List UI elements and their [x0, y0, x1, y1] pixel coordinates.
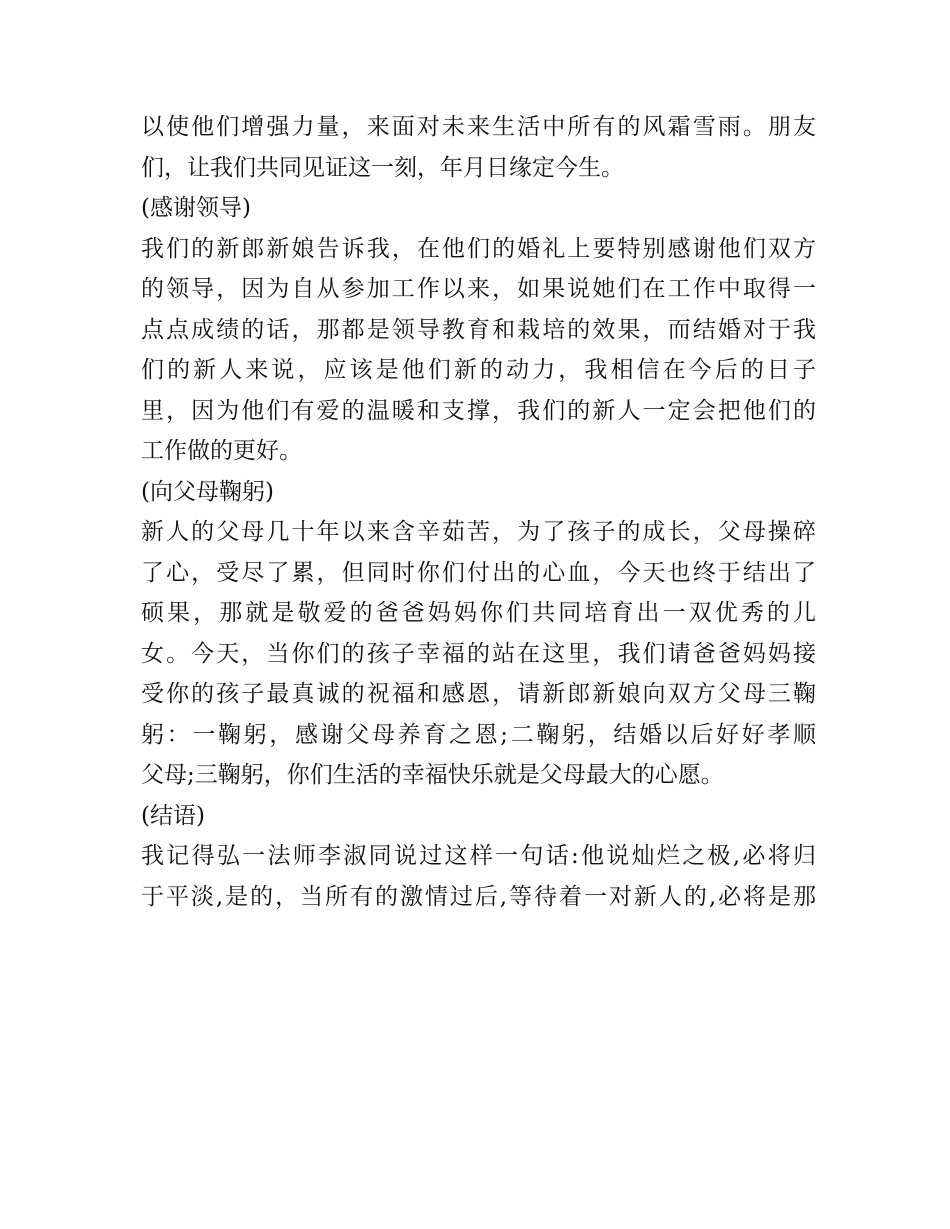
- text-line: 躬：一鞠躬，感谢父母养育之恩;二鞠躬，结婚以后好好孝顺: [141, 721, 816, 748]
- text-line: 以使他们增强力量，来面对未来生活中所有的风霜雪雨。朋友: [141, 114, 816, 140]
- text-line: 的领导，因为自从参加工作以来，如果说她们在工作中取得一: [141, 276, 816, 302]
- text-line: 受你的孩子最真诚的祝福和感恩，请新郎新娘向双方父母三鞠: [141, 681, 816, 707]
- text-line: 新人的父母几十年以来含辛茹苦，为了孩子的成长，父母操碎: [141, 519, 816, 545]
- text-line: 工作做的更好。: [141, 438, 302, 464]
- document-body: [141, 107, 816, 917]
- text-line: 了心，受尽了累，但同时你们付出的心血，今天也终于结出了: [141, 559, 816, 586]
- text-line: 点点成绩的话，那都是领导教育和栽培的效果，而结婚对于我: [141, 316, 816, 343]
- section-heading-bow-to-parents: (向父母鞠躬): [141, 478, 274, 505]
- text-line: 硕果，那就是敬爱的爸爸妈妈你们共同培育出一双优秀的儿: [141, 600, 816, 626]
- text-line: 我们的新郎新娘告诉我，在他们的婚礼上要特别感谢他们双方: [141, 235, 816, 262]
- text-line: 里，因为他们有爱的温暖和支撑，我们的新人一定会把他们的: [141, 397, 816, 424]
- text-line: 们，让我们共同见证这一刻，年月日缘定今生。: [141, 154, 624, 181]
- text-line: 我记得弘一法师李淑同说过这样一句话:他说灿烂之极,必将归: [141, 843, 816, 869]
- section-heading-thanks-leaders: (感谢领导): [141, 195, 251, 221]
- text-line: 女。今天，当你们的孩子幸福的站在这里，我们请爸爸妈妈接: [141, 640, 816, 667]
- section-heading-closing: (结语): [141, 802, 205, 829]
- text-line: 父母;三鞠躬，你们生活的幸福快乐就是父母最大的心愿。: [141, 762, 724, 788]
- text-line: 于平淡,是的，当所有的激情过后,等待着一对新人的,必将是那: [141, 883, 816, 910]
- text-line: 们的新人来说，应该是他们新的动力，我相信在今后的日子: [141, 357, 816, 383]
